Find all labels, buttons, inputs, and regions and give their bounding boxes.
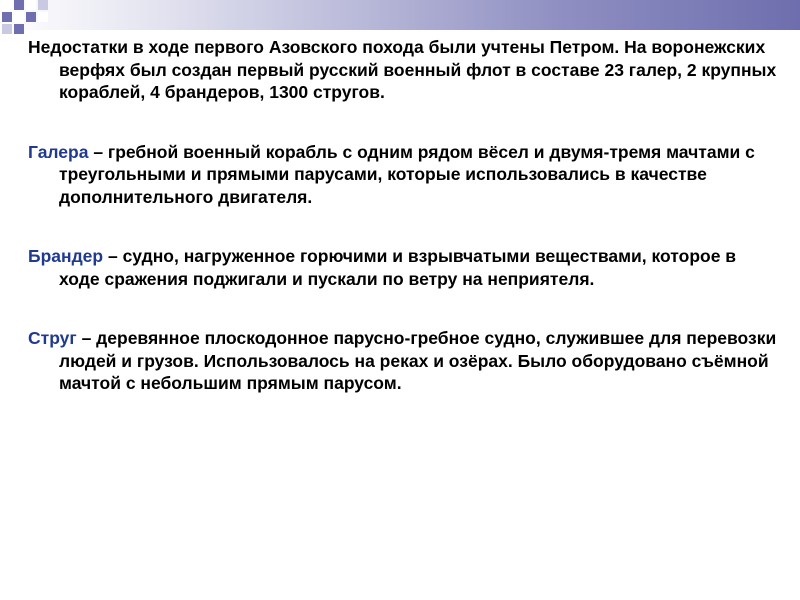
decor-square [2, 0, 12, 10]
decor-square [2, 12, 12, 22]
decor-square [2, 24, 12, 34]
decor-square [14, 12, 24, 22]
decor-square [26, 0, 36, 10]
decor-square [38, 0, 48, 10]
paragraph-text: Недостатки в ходе первого Азовского похода были учтены Петром. На воронежских верфях был создан первый русский военный флот в составе 23 галер, 2 крупных кораблей, 4 брандеров, 1300 стругов. [28, 37, 777, 102]
paragraph-text: – судно, нагруженное горючими и взрывчатыми веществами, которое в ходе сражения поджигали и пускали по ветру на неприятеля. [59, 246, 737, 289]
decor-square [14, 24, 24, 34]
paragraph-strug [28, 327, 778, 395]
top-decoration-bar [0, 0, 800, 30]
paragraph-term: Брандер [28, 246, 104, 266]
decor-square [14, 0, 24, 10]
decor-square [38, 12, 48, 22]
paragraph-brander [28, 245, 778, 290]
paragraph-text: – гребной военный корабль с одним рядом вёсел и двумя-тремя мачтами с треугольными и прямыми парусами, которые использовались в качестве дополнительного двигателя. [59, 141, 755, 207]
paragraph-azov-campaign [28, 36, 778, 104]
paragraph-term: Галера [28, 141, 89, 162]
slide-text [28, 36, 778, 395]
paragraph-term: Струг [28, 328, 77, 348]
paragraph-galera [28, 141, 778, 209]
decor-square [26, 12, 36, 22]
paragraph-text: – деревянное плоскодонное парусно-гребное судно, служившее для перевозки людей и грузов. Использовалось на реках и озёрах. Было оборудовано съёмной мачтой с небольшим прямым парусом. [59, 328, 777, 393]
